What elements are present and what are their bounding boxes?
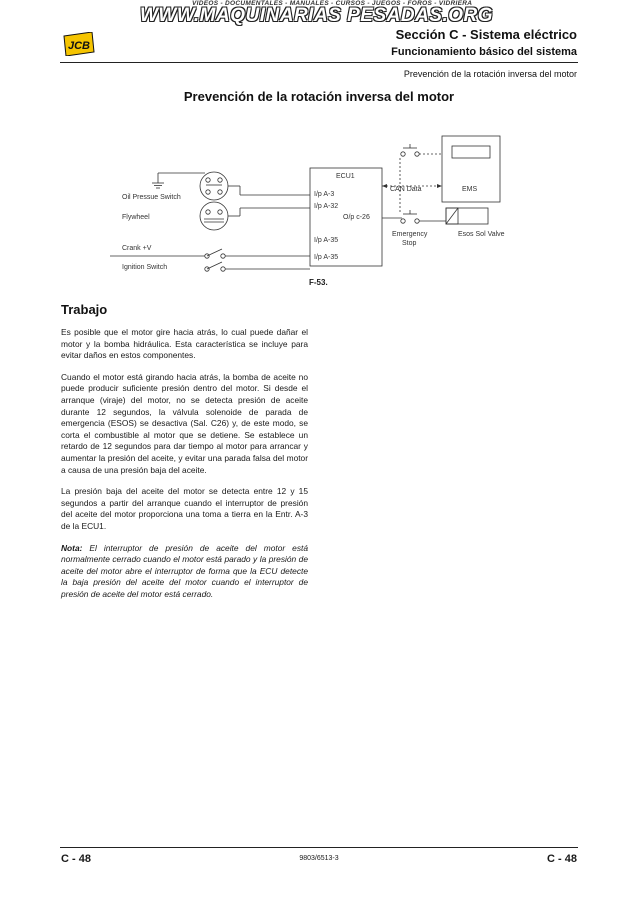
section-title: Trabajo (61, 302, 108, 317)
jcb-logo (62, 32, 96, 56)
banner-site-name: WWW.MAQUINARIAS PESADAS.ORG (140, 5, 494, 26)
note-paragraph (61, 543, 308, 601)
paragraph-3: La presión baja del aceite del motor se detecta entre 12 y 15 segundos a partir del arranque cuando el interruptor de presión del aceite del motor proporciona una toma a tierra en la Entr. A-3 de la ECU1. (61, 486, 308, 531)
label-emergency: Emergency (392, 231, 428, 238)
label-ecu1: ECU1 (336, 173, 355, 180)
header-rule (60, 62, 578, 63)
topic-header: Prevención de la rotación inversa del motor (403, 69, 577, 79)
body-column (61, 327, 308, 610)
wiring-diagram (100, 128, 540, 298)
label-op-c26: O/p c-26 (343, 214, 370, 221)
section-header: Sección C - Sistema eléctrico (395, 27, 577, 42)
paragraph-1: Es posible que el motor gire hacia atrás, lo cual puede dañar el motor y la bomba hidráulica. Esta característica se incluye para evitar daños en estos componentes. (61, 327, 308, 361)
emergency-stop-switch-symbol (401, 219, 405, 223)
note-text: El interruptor de presión de aceite del motor está normalmente cerrado cuando el motor está parado y la presión de aceite del motor abre el interruptor de forma que la ECU detecte la baja presión del aceite del motor cuando el interruptor de presión de aceite del motor está cerrado. (61, 542, 308, 599)
label-crank: Crank +V (122, 245, 152, 252)
footer-page-left: C - 48 (61, 853, 91, 865)
label-oil-pressure-switch: Oil Pressue Switch (122, 194, 181, 201)
figure-number: F-53. (309, 278, 328, 287)
label-ip-a3: I/p A-3 (314, 191, 335, 198)
footer-rule (60, 847, 578, 848)
label-ip-a35-2: I/p A-35 (314, 254, 339, 261)
subsection-header: Funcionamiento básico del sistema (391, 46, 577, 58)
flywheel-sensor-symbol (200, 202, 228, 230)
label-esos-sol-valve: Esos Sol Valve (458, 231, 505, 238)
oil-pressure-switch-symbol (200, 172, 228, 200)
note-label: Nota: (61, 542, 83, 553)
label-ip-a32: I/p A-32 (314, 203, 339, 210)
banner-tagline: VIDEOS - DOCUMENTALES - MANUALES - CURSOS - JUEGOS - FOROS - VIDRIERA (192, 0, 473, 7)
label-ems: EMS (462, 186, 478, 193)
label-flywheel: Flywheel (122, 214, 150, 221)
label-ignition-switch: Ignition Switch (122, 264, 168, 271)
label-stop: Stop (402, 240, 417, 247)
label-can-data: CAN Data (390, 186, 422, 193)
footer-page-right: C - 48 (547, 853, 577, 865)
can-arrow-right (437, 184, 442, 188)
paragraph-2: Cuando el motor está girando hacia atrás, la bomba de aceite no puede producir suficiente presión dentro del motor. Si desde el arranque (viraje) del motor, no se detecta presión de aceite durante 12 segundos, la válvula solenoide de parada de emergencia (ESOS) se desactiva (Sal. C26) y, de este modo, se corta el combustible al motor que se detiene. Se establece un retardo de 12 segundos para dar tiempo al motor para arrancar y aumentar la presión del aceite, y evitar una parada falsa del motor a causa de una presión baja del aceite. (61, 371, 308, 475)
page-title: Prevención de la rotación inversa del motor (183, 89, 455, 104)
logo-text: JCB (68, 40, 91, 52)
can-arrow-left (382, 184, 387, 188)
site-banner (140, 0, 610, 28)
footer-doc-number: 9803/6513-3 (299, 855, 339, 862)
label-ip-a35-1: I/p A-35 (314, 237, 339, 244)
